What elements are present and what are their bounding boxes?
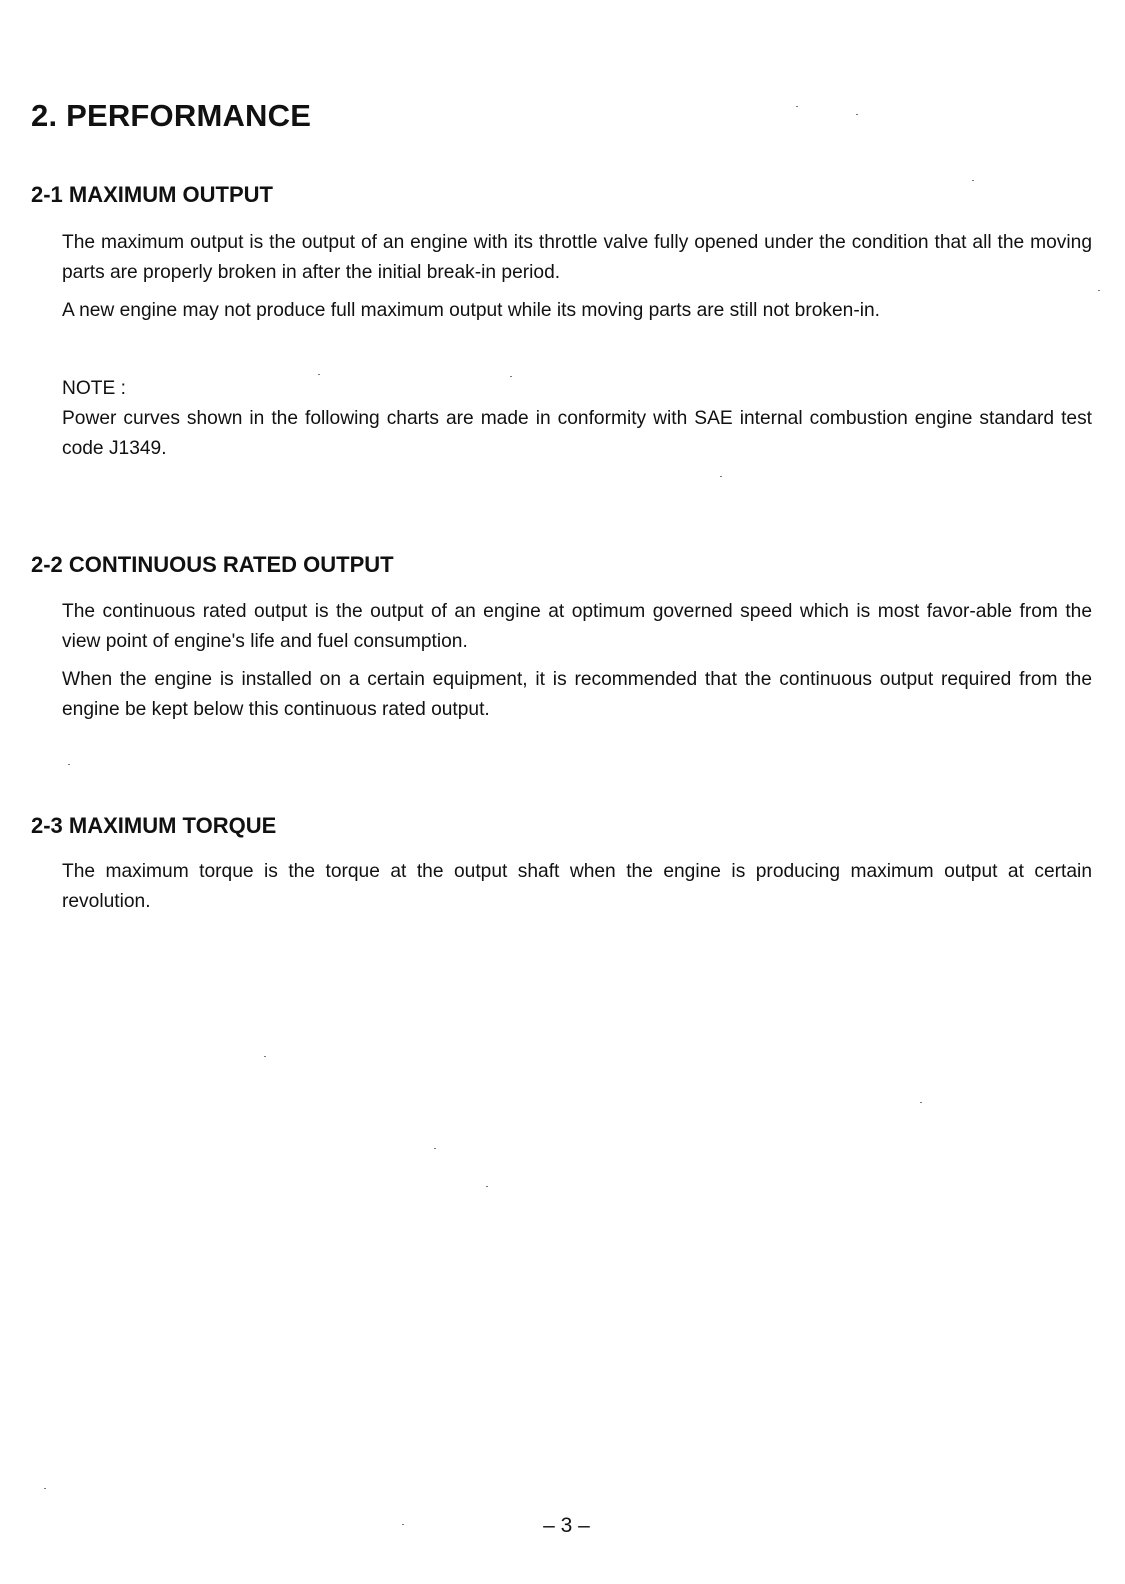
section-body-maximum-output [62, 228, 1092, 326]
paragraph: A new engine may not produce full maximum output while its moving parts are still not broken-in. [62, 300, 880, 321]
paragraph: The maximum torque is the torque at the output shaft when the engine is producing maximum output at certain revolution. [62, 861, 1092, 912]
section-heading-maximum-torque: 2-3 MAXIMUM TORQUE [31, 813, 277, 838]
scan-speck [920, 1102, 922, 1103]
scan-speck [318, 374, 320, 375]
section-body-maximum-torque [62, 857, 1092, 917]
scan-speck [720, 476, 722, 477]
page-title: 2. PERFORMANCE [31, 98, 312, 133]
scan-speck [434, 1148, 436, 1149]
page-number: – 3 – [543, 1514, 590, 1537]
paragraph: When the engine is installed on a certain equipment, it is recommended that the continuous output required from the engine be kept below this continuous rated output. [62, 669, 1092, 720]
scan-speck [68, 764, 70, 765]
scan-speck [510, 376, 512, 377]
section-heading-maximum-output: 2-1 MAXIMUM OUTPUT [31, 182, 273, 207]
scan-speck [44, 1488, 46, 1489]
scan-speck [972, 180, 974, 181]
scan-speck [1098, 290, 1100, 291]
scan-speck [402, 1524, 404, 1525]
scan-speck [796, 106, 798, 107]
section-heading-continuous-rated-output: 2-2 CONTINUOUS RATED OUTPUT [31, 552, 394, 577]
note-text: Power curves shown in the following charts are made in conformity with SAE internal combustion engine standard test code J1349. [62, 408, 1092, 459]
section-body-continuous-rated-output [62, 597, 1092, 725]
scan-speck [856, 114, 858, 115]
note-block [62, 374, 1092, 464]
scan-speck [264, 1056, 266, 1057]
scan-speck [486, 1186, 488, 1187]
paragraph: The maximum output is the output of an engine with its throttle valve fully opened under the condition that all the moving parts are properly broken in after the initial break-in period. [62, 232, 1092, 283]
paragraph: The continuous rated output is the output of an engine at optimum governed speed which is most favor-able from the view point of engine's life and fuel consumption. [62, 601, 1092, 652]
note-label: NOTE : [62, 378, 126, 399]
